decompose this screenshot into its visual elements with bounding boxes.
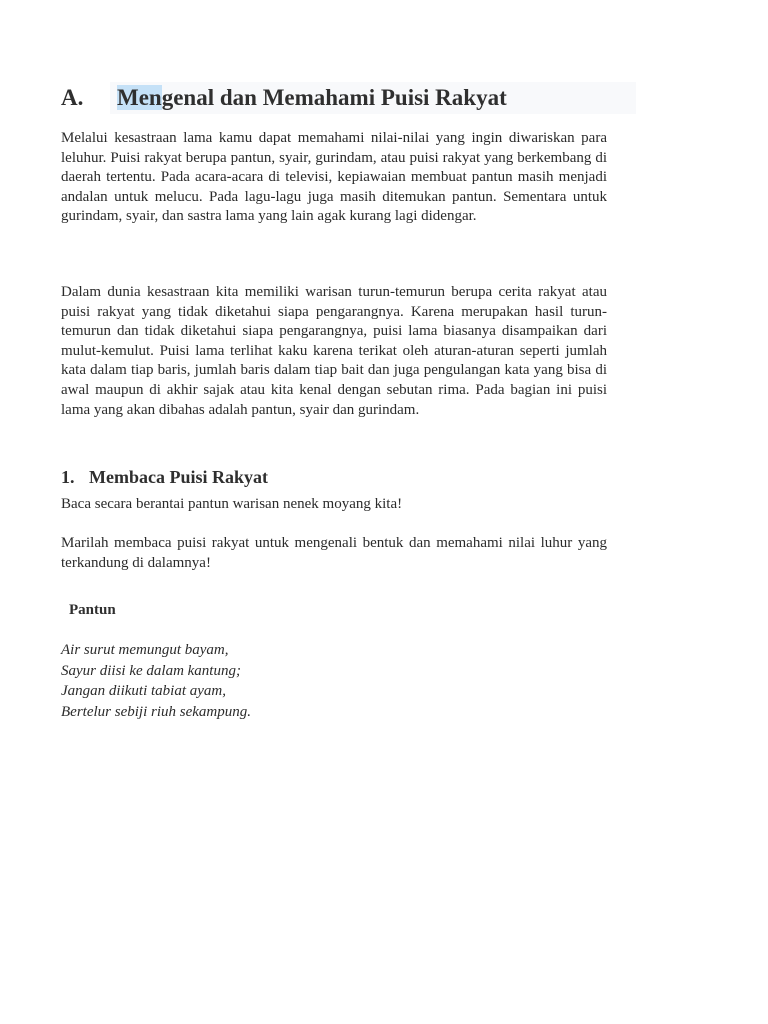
section-number: A.: [61, 85, 84, 110]
poem-line: Sayur diisi ke dalam kantung;: [61, 662, 241, 679]
instruction-line: Marilah membaca puisi rakyat untuk mengenali bentuk dan memahami nilai luhur yang terkandung di dalamnya!: [61, 535, 607, 571]
section-heading: [61, 84, 661, 112]
subsection-heading: [61, 466, 268, 488]
paragraph-intro: Melalui kesastraan lama kamu dapat memahami nilai-nilai yang ingin diwariskan para leluhur. Puisi rakyat berupa pantun, syair, gurindam, atau puisi rakyat yang berkembang di daerah tertentu. Pada acara-acara di televisi, kepiawaian membuat pantun masih menjadi andalan untuk melucu. Pada lagu-lagu juga masih ditemukan pantun. Sementara untuk gurindam, syair, dan sastra lama yang lain agak kurang lagi didengar.: [61, 130, 607, 225]
selected-text[interactable]: Men: [117, 85, 162, 110]
subsection-title: Membaca Puisi Rakyat: [89, 467, 268, 487]
pantun-poem: [61, 640, 461, 722]
paragraph-body: Dalam dunia kesastraan kita memiliki warisan turun-temurun berupa cerita rakyat atau puisi rakyat yang tidak diketahui siapa pengarangnya. Karena merupakan hasil turun-temurun dan tidak diketahui siapa pengarangnya, puisi lama biasanya disampaikan dari mulut-kemulut. Puisi lama terlihat kaku karena terikat oleh aturan-aturan seperti jumlah kata dalam tiap baris, jumlah baris dalam tiap bait dan juga pengulangan kata yang bisa di awal maupun di akhir sajak atau kita kenal dengan sebutan rima. Pada bagian ini puisi lama yang akan dibahas adalah pantun, syair dan gurindam.: [61, 284, 607, 418]
pantun-label: Pantun: [69, 602, 116, 618]
instruction-line: Baca secara berantai pantun warisan nenek moyang kita!: [61, 496, 403, 512]
section-title: genal dan Memahami Puisi Rakyat: [161, 85, 507, 110]
poem-line: Air surut memungut bayam,: [61, 642, 229, 658]
subsection-number: 1.: [61, 467, 75, 487]
poem-line: Jangan diikuti tabiat ayam,: [61, 683, 226, 699]
poem-line: Bertelur sebiji riuh sekampung.: [61, 703, 251, 720]
